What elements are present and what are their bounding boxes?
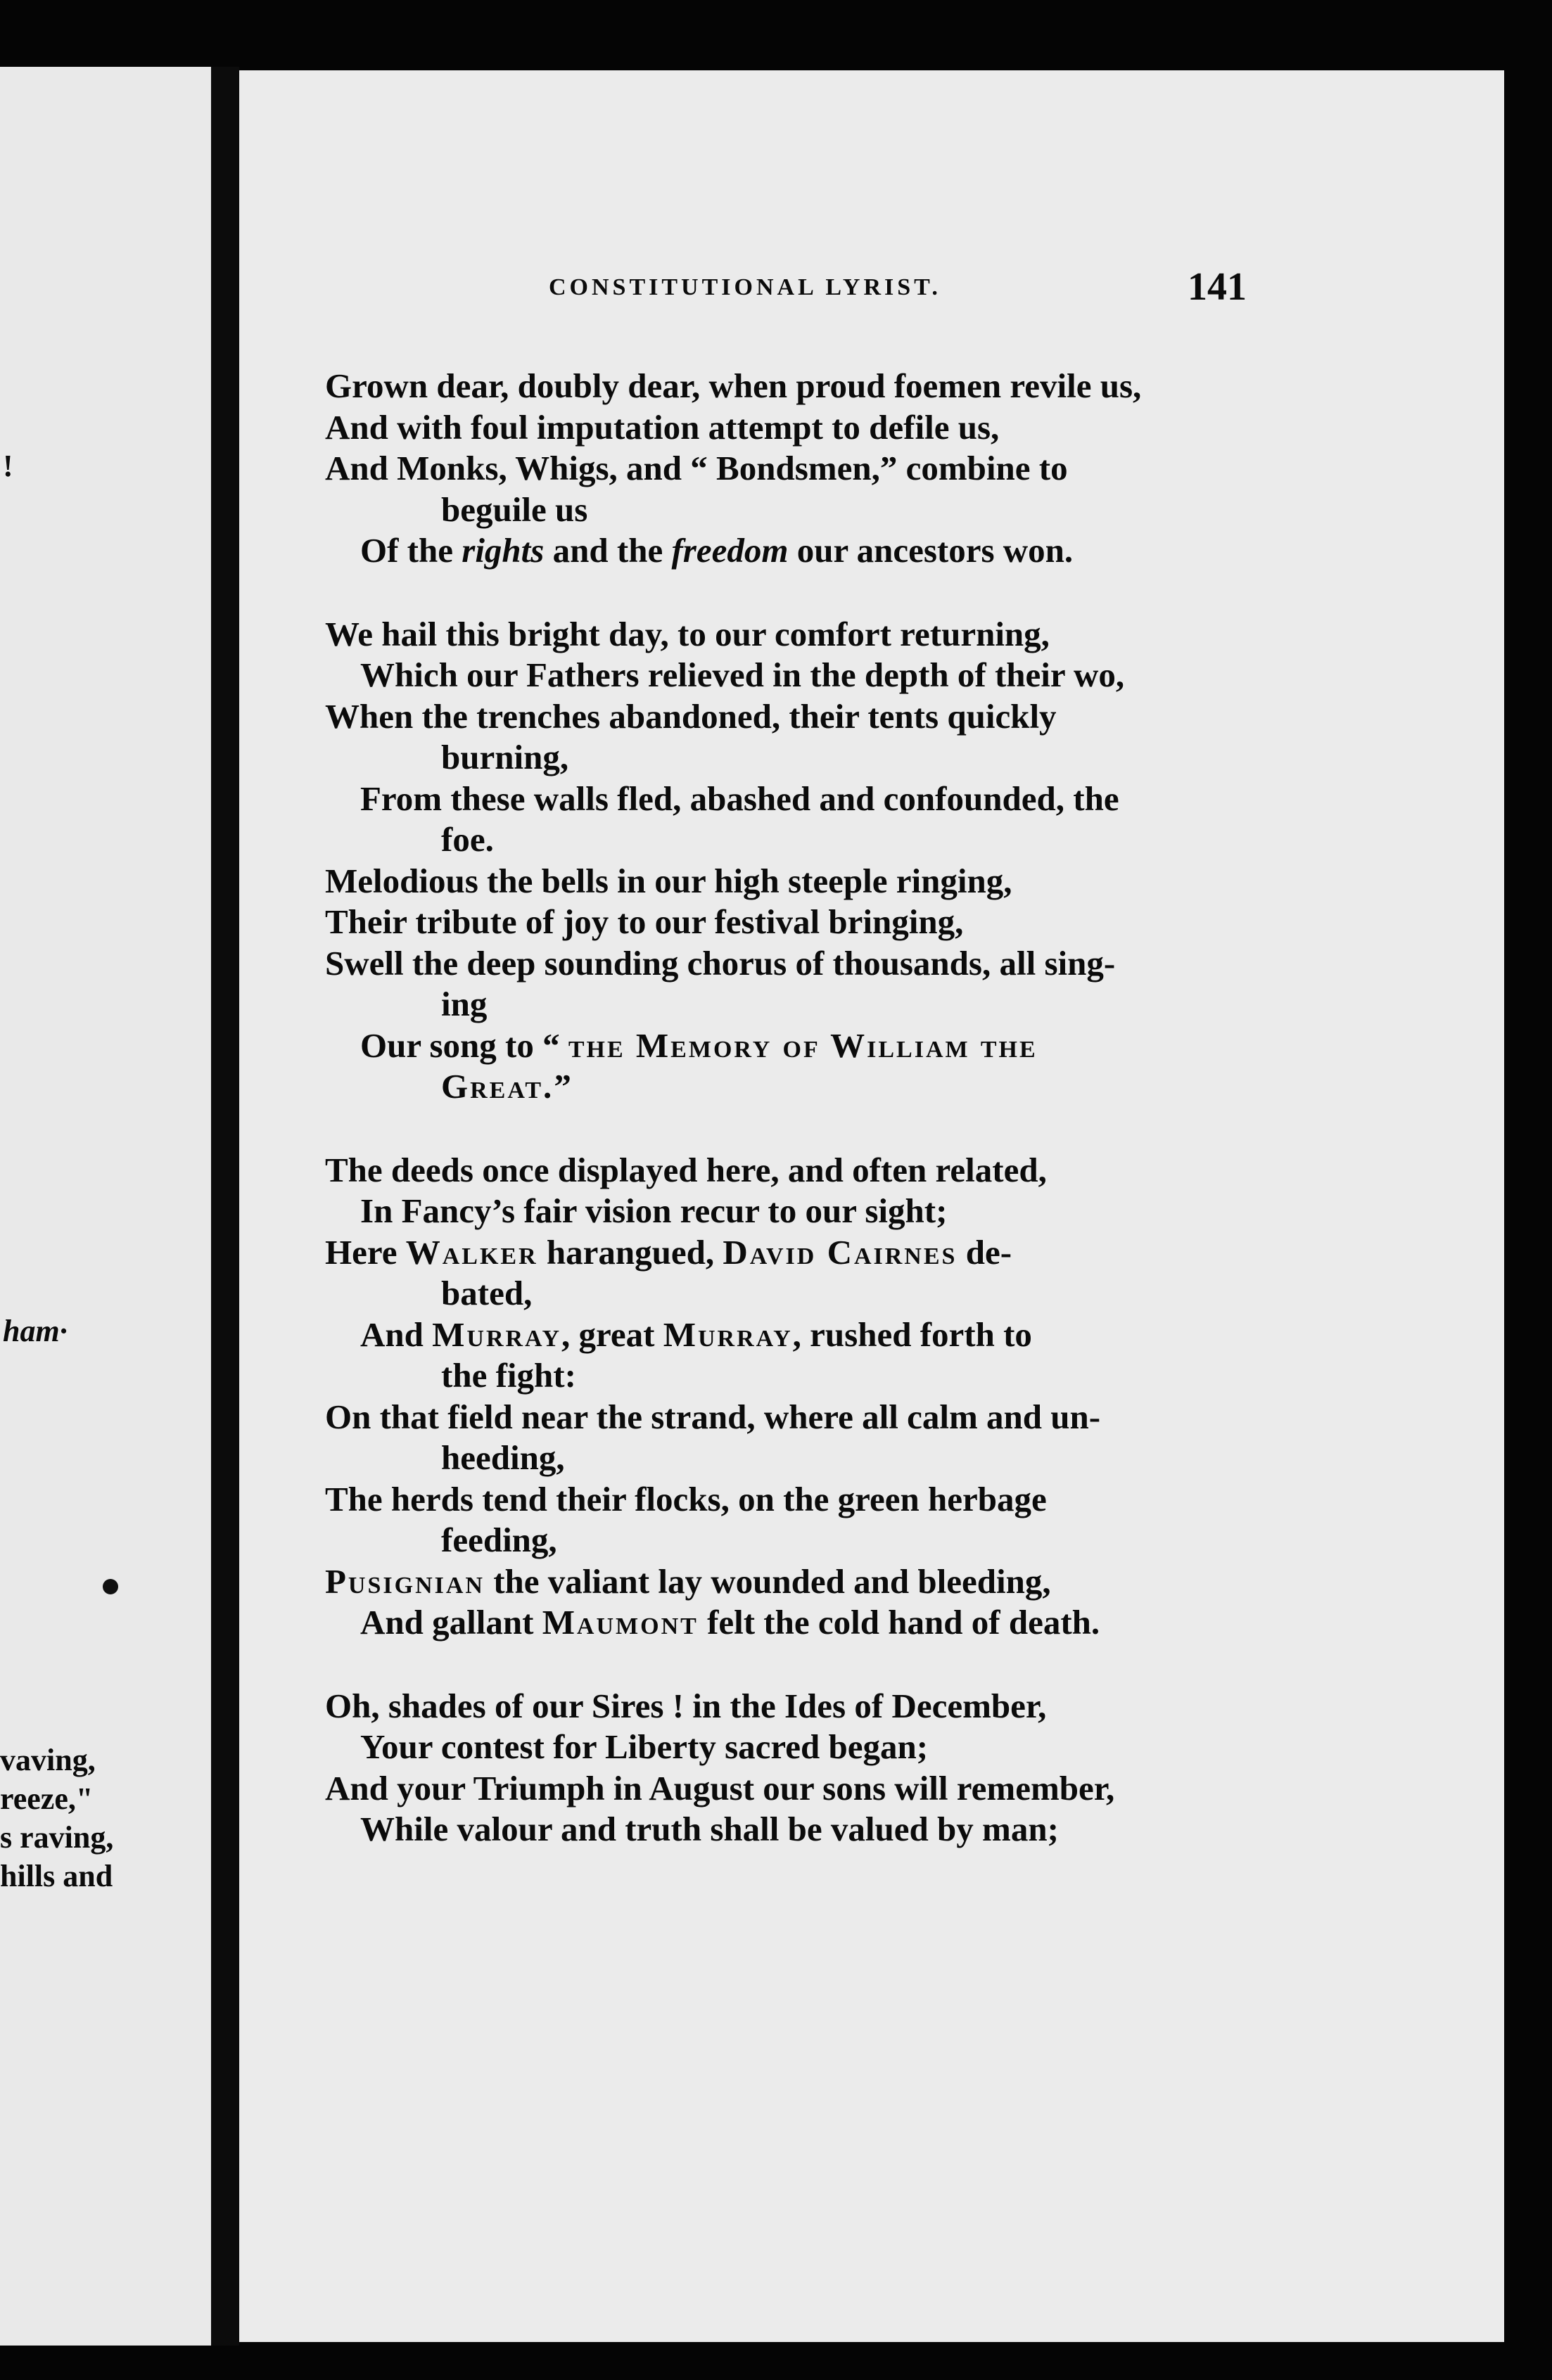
poem-line: And your Triumph in August our sons will remember, bbox=[325, 1768, 1115, 1808]
poem-line: heeding, bbox=[441, 1438, 565, 1477]
poem-line: Great.” bbox=[441, 1067, 571, 1106]
poem-line: And with foul imputation attempt to defile us, bbox=[325, 407, 1000, 447]
poem-line: Our song to “ the Memory of William the bbox=[360, 1025, 1038, 1065]
poem-line: And Murray, great Murray, rushed forth to bbox=[360, 1314, 1032, 1354]
poem-line: Swell the deep sounding chorus of thousands, all sing- bbox=[325, 943, 1116, 983]
stanza bbox=[325, 1150, 1504, 1644]
poem-line: Their tribute of joy to our festival bringing, bbox=[325, 902, 964, 941]
left-fragment-exclaim: ! bbox=[3, 449, 13, 483]
poem-line: Pusignian the valiant lay wounded and bleeding, bbox=[325, 1561, 1051, 1601]
poem-line: beguile us bbox=[441, 490, 588, 529]
poem-line: bated, bbox=[441, 1274, 533, 1312]
poem-line: the fight: bbox=[441, 1356, 576, 1395]
stanza bbox=[325, 366, 1504, 572]
poem-line: Of the rights and the freedom our ancestors won. bbox=[360, 531, 1074, 570]
poem-line: The deeds once displayed here, and often related, bbox=[325, 1150, 1047, 1189]
previous-page-fragment bbox=[0, 67, 211, 2346]
poem-line: And gallant Maumont felt the cold hand of death. bbox=[360, 1603, 1100, 1642]
page-number: 141 bbox=[1188, 265, 1247, 309]
poem-line: And Monks, Whigs, and “ Bondsmen,” combine to bbox=[325, 449, 1068, 487]
left-fragment-lines: vaving, reeze," s raving, hills and bbox=[0, 1743, 114, 1893]
poem-line: When the trenches abandoned, their tents quickly bbox=[325, 696, 1057, 736]
poem-text bbox=[325, 366, 1504, 1893]
poem-line: The herds tend their flocks, on the green herbage bbox=[325, 1479, 1047, 1518]
poem-line: feeding, bbox=[441, 1521, 557, 1559]
running-head bbox=[239, 265, 1504, 318]
poem-line: Your contest for Liberty sacred began; bbox=[360, 1727, 929, 1766]
poem-line: On that field near the strand, where all calm and un- bbox=[325, 1397, 1101, 1436]
poem-line: ing bbox=[441, 985, 488, 1023]
running-head-title: CONSTITUTIONAL LYRIST. bbox=[549, 274, 941, 300]
book-gutter bbox=[211, 67, 239, 2346]
poem-line: While valour and truth shall be valued by man; bbox=[360, 1810, 1059, 1848]
poem-line: Which our Fathers relieved in the depth of their wo, bbox=[360, 655, 1125, 694]
stanza bbox=[325, 1686, 1504, 1850]
poem-line: Grown dear, doubly dear, when proud foemen revile us, bbox=[325, 366, 1142, 405]
stanza bbox=[325, 614, 1504, 1108]
poem-line: Oh, shades of our Sires ! in the Ides of December, bbox=[325, 1686, 1047, 1725]
poem-line: burning, bbox=[441, 738, 569, 776]
poem-line: In Fancy’s fair vision recur to our sight; bbox=[360, 1191, 948, 1230]
poem-line: Melodious the bells in our high steeple ringing, bbox=[325, 861, 1012, 900]
poem-line: We hail this bright day, to our comfort returning, bbox=[325, 614, 1050, 653]
poem-line: Here Walker harangued, David Cairnes de- bbox=[325, 1232, 1012, 1272]
poem-line: foe. bbox=[441, 820, 494, 859]
left-fragment-ham: ham· bbox=[3, 1314, 68, 1348]
ink-dot-mark bbox=[103, 1579, 118, 1594]
poem-line: From these walls fled, abashed and confounded, the bbox=[360, 779, 1119, 818]
page-141 bbox=[239, 70, 1504, 2342]
